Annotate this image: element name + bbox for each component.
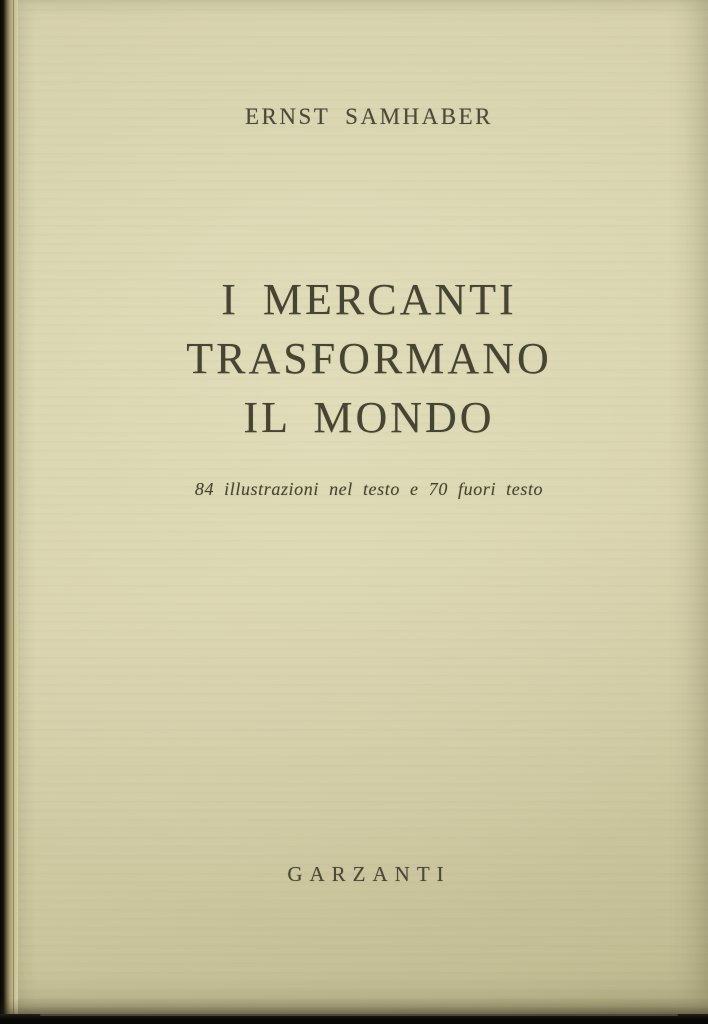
page-bottom-shadow [0,998,708,1014]
page-edge-line [13,0,14,1024]
binding-gutter-edge [0,0,18,1024]
book-title-line-1: I MERCANTI [221,275,517,324]
book-title [30,270,708,447]
page-bottom-edge-highlight [40,1014,678,1016]
illustrations-note: 84 illustrazioni nel testo e 70 fuori testo [194,479,544,499]
book-title-line-2: TRASFORMANO [186,334,552,383]
page-surface [15,0,708,1014]
author-name: ERNST SAMHABER [245,104,493,129]
book-title-line-3: IL MONDO [243,393,495,442]
publisher-name: GARZANTI [287,862,451,886]
